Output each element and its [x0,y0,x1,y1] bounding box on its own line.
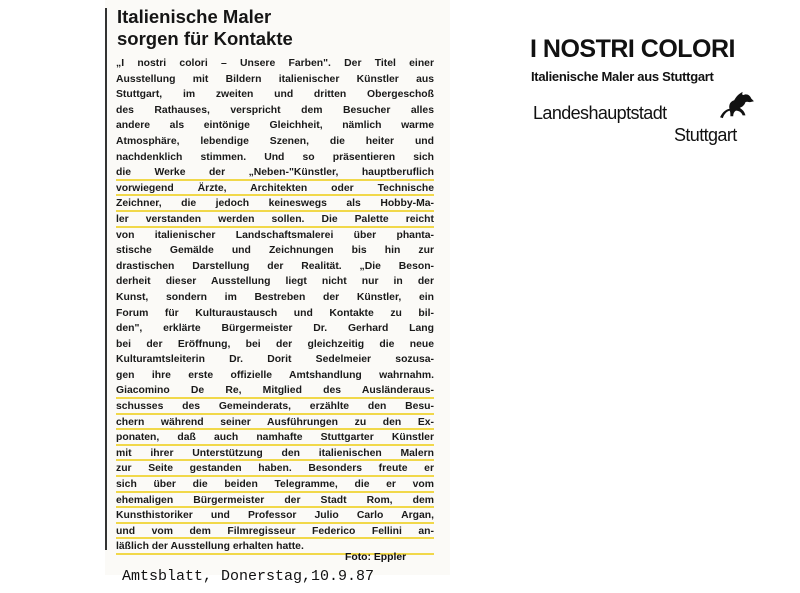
article-line: schusses des Gemeinderats, erzählte den Besu- [116,399,434,415]
article-line: gen ihre erste offizielle Amtshandlung wahrnahm. [116,369,434,381]
article-line: sich über die beiden Telegramme, die er vom [116,477,434,493]
horse-icon [718,89,756,121]
article-line: den", erklärte Bürgermeister Dr. Gerhard Lang [116,323,434,335]
article-line: bei der Eröffnung, bei der gleichzeitig die neue [116,338,434,350]
article-line: Kunst, sondern im Bestreben der Künstler, ein [116,291,434,303]
article-line: derheit dieser Ausstellung liegt nicht nur in der [116,276,434,288]
article-line: läßlich der Ausstellung erhalten hatte. [116,539,434,555]
photo-credit: Foto: Eppler [345,552,407,563]
newspaper-clipping [105,0,450,585]
article-line: die Werke der „Neben-"Künstler, hauptberuflich [116,165,434,181]
article-line: „I nostri colori – Unsere Farben". Der Titel einer [116,58,434,69]
article-line: ler verstanden werden sollen. Die Palette reicht [116,212,434,228]
article-line: drastischen Darstellung der Realität. „Die Beson- [116,260,434,272]
headline-line-2: sorgen für Kontakte [117,28,293,49]
source-line: Amtsblatt, Donerstag,10.9.87 [122,568,375,585]
article-line: stische Gemälde und Zeichnungen bis hin zur [116,245,434,257]
column-rule [105,8,107,550]
article-line: ehemaligen Bürgermeister der Stadt Rom, dem [116,493,434,509]
article-line: ponaten, daß auch namhafte Stuttgarter Künstler [116,430,434,446]
article-line: Giacomino De Re, Mitglied des Ausländeraus- [116,383,434,399]
article-headline [117,6,293,50]
article-body [116,56,434,555]
article-line: des Rathauses, verspricht dem Besucher alles [116,104,434,116]
article-line: vorwiegend Ärzte, Architekten oder Technische [116,181,434,197]
article-line: Atmosphäre, lebendige Szenen, die heiter und [116,135,434,147]
article-line: nachdenklich stimmen. Und so präsentieren sich [116,151,434,163]
article-line: Ausstellung mit Bildern italienischer Künstler aus [116,73,434,85]
logo-title: I NOSTRI COLORI [530,35,735,63]
article-line: andere als eintönige Gleichheit, nämlich warme [116,120,434,132]
article-line: mit ihrer Unterstützung den italienischen Malern [116,446,434,462]
headline-line-1: Italienische Maler [117,6,272,27]
article-line: zur Seite gestanden haben. Besonders freute er [116,461,434,477]
city-name-line-1: Landeshauptstadt [533,103,667,123]
article-line: Stuttgart, im zweiten und dritten Obergeschoß [116,89,434,101]
exhibition-logo [530,35,770,155]
article-line: Forum für Kulturaustausch und Kontakte zu bil- [116,307,434,319]
article-line: Zeichner, die jedoch keineswegs als Hobby-Ma- [116,196,434,212]
article-line: Kunsthistoriker und Professor Julio Carlo Argan, [116,508,434,524]
logo-subtitle: Italienische Maler aus Stuttgart [531,69,714,84]
article-line: und vom dem Filmregisseur Federico Fellini an- [116,524,434,540]
article-line: chern während seiner Ausführungen zu den Ex- [116,415,434,431]
article-line: von italienischer Landschaftsmalerei über phanta- [116,229,434,241]
city-name-line-2: Stuttgart [674,125,737,145]
article-line: Kulturamtsleiterin Dr. Dorit Sedelmeier sozusa- [116,354,434,366]
